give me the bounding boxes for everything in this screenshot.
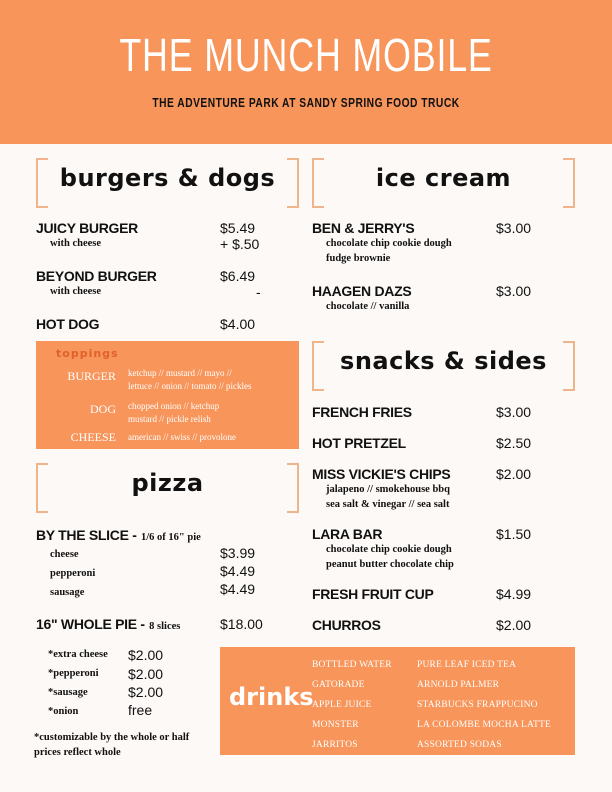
item-price: $3.00 [496, 283, 532, 299]
topping-key: BURGER [67, 369, 116, 383]
menu-item [312, 283, 411, 314]
addon-name: *onion [48, 706, 79, 717]
slice-heading [36, 527, 201, 545]
toppings-label: toppings [56, 347, 119, 360]
menu-item [312, 404, 412, 420]
addon-name: *sausage [48, 687, 88, 698]
item-price: $2.50 [496, 435, 532, 451]
item-name: HOT DOG [36, 316, 100, 332]
section-heading-snacks [312, 341, 575, 389]
heading-label: ice cream [375, 164, 512, 192]
drink-item: MONSTER [312, 720, 359, 730]
topping-line: american // swiss // provolone [128, 432, 236, 442]
heading-label: pizza [131, 469, 204, 497]
slice-option: pepperoni [50, 568, 96, 579]
heading-label: burgers & dogs [59, 164, 276, 192]
item-name: LARA BAR [312, 526, 383, 542]
menu-item [36, 268, 157, 299]
addon-price: $2.00 [128, 684, 164, 700]
addon-price: free [128, 702, 153, 718]
item-name: HAAGEN DAZS [312, 283, 412, 299]
topping-values [128, 400, 219, 426]
menu-item [312, 617, 381, 633]
item-sub: with cheese [50, 286, 102, 297]
addon-price: $2.00 [128, 647, 164, 663]
item-price: $2.00 [496, 617, 532, 633]
item-price: $4.99 [496, 586, 532, 602]
item-sub: chocolate chip cookie dough [326, 544, 452, 555]
item-name: MISS VICKIE'S CHIPS [312, 466, 451, 482]
note-line: *customizable by the whole or half [34, 732, 190, 743]
slice-option: cheese [50, 549, 79, 560]
menu-item [312, 220, 452, 266]
topping-values [128, 367, 251, 393]
whole-pie [36, 616, 180, 634]
item-name: FRENCH FRIES [312, 404, 412, 420]
item-name: 16" WHOLE PIE - [36, 616, 145, 632]
item-price: $5.49 [220, 220, 256, 236]
item-sub: jalapeno // smokehouse bbq [326, 484, 450, 495]
menu-item [36, 316, 99, 332]
drink-item: BOTTLED WATER [312, 660, 392, 670]
menu-item [312, 526, 454, 572]
drink-item: PURE LEAF ICED TEA [417, 660, 517, 670]
item-sub: fudge brownie [326, 253, 391, 264]
drinks-label: drinks [229, 683, 314, 711]
menu-item [312, 466, 450, 512]
item-name: BEYOND BURGER [36, 268, 157, 284]
item-name: BY THE SLICE - [36, 527, 137, 543]
item-price: $4.00 [220, 316, 256, 332]
item-sub: sea salt & vinegar // sea salt [326, 499, 450, 510]
item-sub: with cheese [50, 238, 102, 249]
menu-item [312, 435, 406, 451]
header-banner [0, 0, 612, 144]
item-price: $2.00 [496, 466, 532, 482]
item-sub-price: + $.50 [220, 236, 260, 252]
item-price: $6.49 [220, 268, 256, 284]
item-sub: chocolate // vanilla [326, 301, 410, 312]
item-price: $1.50 [496, 526, 532, 542]
drink-item: ASSORTED SODAS [417, 740, 502, 750]
topping-line: ketchup // mustard // mayo // [128, 368, 232, 378]
item-price: $3.99 [220, 545, 256, 561]
item-note: 1/6 of 16" pie [141, 532, 201, 543]
item-price: $3.00 [496, 404, 532, 420]
addon-price: $2.00 [128, 666, 164, 682]
drink-item: APPLE JUICE [312, 700, 372, 710]
item-price: $4.49 [220, 581, 256, 597]
item-name: JUICY BURGER [36, 220, 138, 236]
drink-item: GATORADE [312, 680, 365, 690]
topping-values [128, 431, 236, 444]
topping-key: DOG [90, 402, 116, 416]
section-heading-pizza [36, 463, 299, 511]
topping-line: chopped onion // ketchup [128, 401, 220, 411]
drinks-column-1 [312, 655, 392, 755]
topping-key: CHEESE [70, 430, 116, 444]
item-price: $3.00 [496, 220, 532, 236]
toppings-box [36, 341, 299, 449]
heading-label: snacks & sides [340, 347, 547, 375]
drink-item: ARNOLD PALMER [417, 680, 500, 690]
drinks-box [220, 647, 575, 755]
item-price: $18.00 [220, 616, 263, 632]
item-sub: chocolate chip cookie dough [326, 238, 452, 249]
drink-item: STARBUCKS FRAPPUCINO [417, 700, 538, 710]
section-heading-ice-cream [312, 158, 575, 206]
drink-item: JARRITOS [312, 740, 358, 750]
item-name: FRESH FRUIT CUP [312, 586, 434, 602]
menu-item [312, 586, 434, 602]
menu-title: THE MUNCH MOBILE [119, 29, 493, 81]
topping-line: lettuce // onion // tomato // pickles [128, 381, 252, 391]
drink-item: LA COLOMBE MOCHA LATTE [417, 720, 551, 730]
addon-name: *pepperoni [48, 668, 99, 679]
pizza-note [34, 730, 224, 760]
item-price: $4.49 [220, 563, 256, 579]
item-name: CHURROS [312, 617, 381, 633]
item-sub: peanut butter chocolate chip [326, 559, 454, 570]
menu-subtitle: THE ADVENTURE PARK AT SANDY SPRING FOOD TRUCK [152, 96, 460, 110]
note-line: prices reflect whole [34, 747, 121, 758]
item-name: HOT PRETZEL [312, 435, 406, 451]
drinks-column-2 [417, 655, 551, 755]
item-sub-price: - [256, 284, 261, 300]
topping-line: mustard // pickle relish [128, 414, 211, 424]
item-note: 8 slices [149, 621, 181, 632]
item-name: BEN & JERRY'S [312, 220, 415, 236]
menu-item [36, 220, 138, 251]
section-heading-burgers [36, 158, 299, 206]
addon-name: *extra cheese [48, 649, 108, 660]
slice-option: sausage [50, 587, 85, 598]
